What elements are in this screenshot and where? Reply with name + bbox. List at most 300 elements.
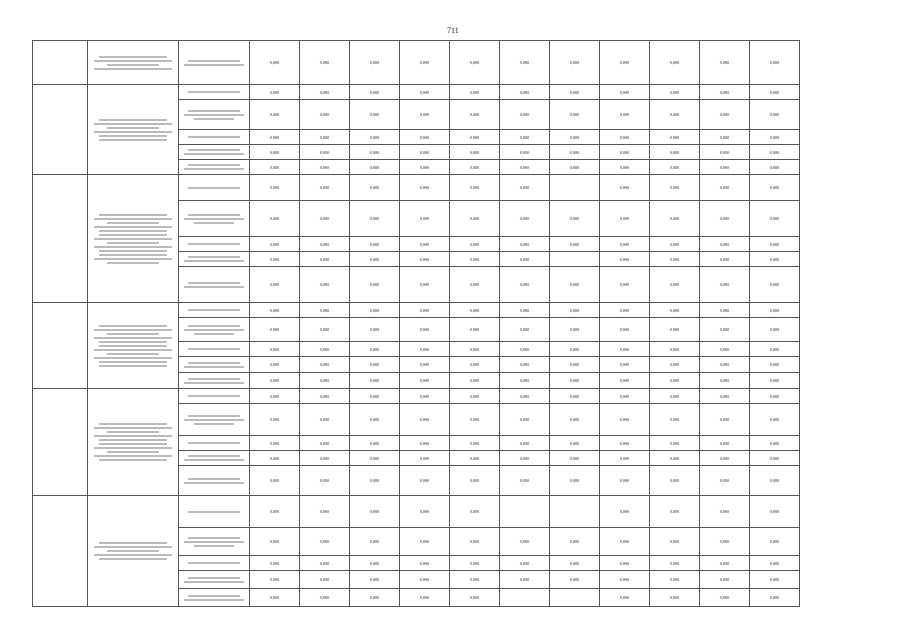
- amount-cell: 0,000: [600, 342, 650, 357]
- amount-cell: 0,000: [500, 252, 550, 267]
- illegible-text-line: [99, 325, 168, 327]
- amount-cell: 0,000: [750, 436, 800, 451]
- amount-cell: 0,000: [400, 451, 450, 466]
- amount-cell: 0,000: [350, 436, 400, 451]
- amount-cell: 0,000: [650, 318, 700, 342]
- amount-cell: 0,000: [750, 130, 800, 145]
- amount-cell: 0,000: [250, 145, 300, 160]
- amount-cell: 0,000: [650, 571, 700, 589]
- amount-cell: 0,000: [250, 318, 300, 342]
- amount-cell: 0,000: [550, 303, 600, 318]
- illegible-text-line: [107, 64, 159, 66]
- amount-cell: 0,000: [500, 201, 550, 237]
- funding-source-cell: [179, 100, 250, 130]
- amount-cell: 0,000: [650, 556, 700, 571]
- amount-cell: 0,000: [350, 556, 400, 571]
- amount-cell: 0,000: [700, 466, 750, 496]
- amount-cell: 0,000: [750, 85, 800, 100]
- amount-cell: 0,000: [550, 267, 600, 303]
- amount-cell: 0,000: [750, 496, 800, 528]
- amount-cell: 0,000: [500, 145, 550, 160]
- illegible-text-line: [107, 451, 159, 453]
- illegible-text-line: [184, 260, 243, 262]
- amount-cell: 0,000: [600, 451, 650, 466]
- funding-source-cell: [179, 466, 250, 496]
- amount-cell: 0,000: [750, 267, 800, 303]
- illegible-text-line: [188, 478, 241, 480]
- amount-cell: 0,000: [750, 252, 800, 267]
- amount-cell: 0,000: [650, 237, 700, 252]
- amount-cell: 0,000: [600, 237, 650, 252]
- amount-cell: 0,000: [450, 267, 500, 303]
- illegible-text-line: [107, 353, 159, 355]
- amount-cell: 0,000: [500, 303, 550, 318]
- amount-cell: 0,000: [750, 342, 800, 357]
- funding-source-cell: [179, 252, 250, 267]
- amount-cell: 0,000: [750, 175, 800, 201]
- amount-cell: 0,000: [650, 267, 700, 303]
- amount-cell: 0,000: [650, 528, 700, 556]
- illegible-text-line: [184, 329, 243, 331]
- amount-cell: 0,000: [450, 145, 500, 160]
- activity-name-cell: [33, 175, 88, 303]
- amount-cell: 0,000: [400, 318, 450, 342]
- amount-cell: 0,000: [350, 85, 400, 100]
- amount-cell: 0,000: [700, 357, 750, 373]
- amount-cell: 0,000: [500, 556, 550, 571]
- illegible-text-line: [194, 333, 234, 335]
- table-row: [33, 496, 800, 528]
- funding-source-cell: [179, 496, 250, 528]
- amount-cell: 0,000: [450, 373, 500, 389]
- amount-cell: 0,000: [450, 160, 500, 175]
- illegible-text-line: [107, 550, 159, 552]
- amount-cell: 0,000: [250, 466, 300, 496]
- amount-cell: 0,000: [650, 85, 700, 100]
- amount-cell: 0,000: [450, 85, 500, 100]
- illegible-text-line: [94, 226, 171, 228]
- amount-cell: 0,000: [550, 130, 600, 145]
- illegible-text-line: [99, 119, 168, 121]
- illegible-text-line: [188, 395, 241, 397]
- illegible-text-line: [99, 56, 168, 58]
- illegible-text-line: [188, 164, 241, 166]
- amount-cell: 0,000: [650, 496, 700, 528]
- funding-source-cell: [179, 175, 250, 201]
- illegible-text-line: [107, 262, 159, 264]
- amount-cell: 0,000: [550, 318, 600, 342]
- amount-cell: 0,000: [600, 528, 650, 556]
- amount-cell: 0,000: [350, 160, 400, 175]
- amount-cell: 0,000: [700, 267, 750, 303]
- amount-cell: 0,000: [250, 201, 300, 237]
- amount-cell: 0,000: [650, 342, 700, 357]
- amount-cell: 0,000: [500, 373, 550, 389]
- amount-cell: 0,000: [500, 436, 550, 451]
- amount-cell: 0,000: [650, 201, 700, 237]
- amount-cell: 0,000: [300, 357, 350, 373]
- illegible-text-line: [94, 131, 171, 133]
- amount-cell: 0,000: [700, 201, 750, 237]
- amount-cell: 0,000: [750, 571, 800, 589]
- amount-cell: 0,000: [600, 201, 650, 237]
- funding-source-cell: [179, 571, 250, 589]
- illegible-text-line: [99, 439, 168, 441]
- amount-cell: 0,000: [400, 589, 450, 607]
- amount-cell: 0,000: [750, 303, 800, 318]
- illegible-text-line: [188, 362, 241, 364]
- activity-description-cell: [88, 389, 179, 496]
- amount-cell: [550, 252, 600, 267]
- amount-cell: 0,000: [700, 175, 750, 201]
- table-row: [33, 303, 800, 318]
- amount-cell: 0,000: [750, 357, 800, 373]
- amount-cell: 0,000: [700, 252, 750, 267]
- amount-cell: 0,000: [550, 237, 600, 252]
- amount-cell: 0,000: [250, 389, 300, 404]
- amount-cell: 0,000: [550, 85, 600, 100]
- amount-cell: 0,000: [300, 571, 350, 589]
- illegible-text-line: [194, 545, 234, 547]
- amount-cell: 0,000: [600, 373, 650, 389]
- amount-cell: 0,000: [700, 528, 750, 556]
- amount-cell: 0,000: [300, 85, 350, 100]
- illegible-text-line: [99, 459, 168, 461]
- funding-source-cell: [179, 201, 250, 237]
- amount-cell: 0,000: [400, 496, 450, 528]
- amount-cell: 0,000: [550, 571, 600, 589]
- amount-cell: 0,000: [450, 252, 500, 267]
- illegible-text-line: [184, 382, 243, 384]
- amount-cell: 0,000: [450, 303, 500, 318]
- activity-name-cell: [33, 303, 88, 389]
- illegible-text-line: [94, 60, 171, 62]
- activity-name-cell: [33, 389, 88, 496]
- amount-cell: 0,000: [250, 342, 300, 357]
- amount-cell: 0,000: [250, 303, 300, 318]
- amount-cell: 0,000: [650, 466, 700, 496]
- amount-cell: 0,000: [350, 466, 400, 496]
- amount-cell: 0,000: [350, 41, 400, 85]
- amount-cell: 0,000: [550, 556, 600, 571]
- amount-cell: 0,000: [500, 237, 550, 252]
- amount-cell: 0,000: [450, 528, 500, 556]
- amount-cell: 0,000: [500, 175, 550, 201]
- illegible-text-line: [188, 256, 241, 258]
- amount-cell: 0,000: [600, 436, 650, 451]
- amount-cell: 0,000: [450, 357, 500, 373]
- amount-cell: 0,000: [450, 436, 500, 451]
- illegible-text-line: [188, 309, 241, 311]
- amount-cell: 0,000: [450, 404, 500, 436]
- amount-cell: 0,000: [400, 436, 450, 451]
- amount-cell: 0,000: [700, 100, 750, 130]
- amount-cell: 0,000: [750, 318, 800, 342]
- amount-cell: 0,000: [600, 130, 650, 145]
- amount-cell: [500, 496, 550, 528]
- funding-source-cell: [179, 130, 250, 145]
- amount-cell: 0,000: [300, 145, 350, 160]
- amount-cell: 0,000: [300, 130, 350, 145]
- funding-source-cell: [179, 160, 250, 175]
- amount-cell: 0,000: [700, 130, 750, 145]
- amount-cell: 0,000: [250, 571, 300, 589]
- amount-cell: 0,000: [300, 342, 350, 357]
- illegible-text-line: [107, 431, 159, 433]
- amount-cell: 0,000: [300, 160, 350, 175]
- illegible-text-line: [94, 218, 171, 220]
- amount-cell: 0,000: [250, 175, 300, 201]
- amount-cell: 0,000: [400, 252, 450, 267]
- illegible-text-line: [188, 136, 241, 138]
- amount-cell: 0,000: [250, 589, 300, 607]
- amount-cell: 0,000: [700, 589, 750, 607]
- funding-source-cell: [179, 357, 250, 373]
- amount-cell: 0,000: [400, 160, 450, 175]
- amount-cell: 0,000: [350, 404, 400, 436]
- amount-cell: 0,000: [500, 528, 550, 556]
- amount-cell: 0,000: [750, 528, 800, 556]
- budget-table: [32, 40, 800, 607]
- illegible-text-line: [184, 366, 243, 368]
- amount-cell: 0,000: [400, 303, 450, 318]
- amount-cell: 0,000: [700, 160, 750, 175]
- amount-cell: 0,000: [450, 175, 500, 201]
- illegible-text-line: [94, 455, 171, 457]
- amount-cell: 0,000: [250, 404, 300, 436]
- illegible-text-line: [184, 114, 243, 116]
- amount-cell: 0,000: [600, 496, 650, 528]
- table-row: [33, 85, 800, 100]
- amount-cell: 0,000: [300, 175, 350, 201]
- amount-cell: 0,000: [550, 41, 600, 85]
- illegible-text-line: [184, 153, 243, 155]
- amount-cell: 0,000: [550, 201, 600, 237]
- amount-cell: 0,000: [300, 436, 350, 451]
- amount-cell: 0,000: [300, 404, 350, 436]
- funding-source-cell: [179, 342, 250, 357]
- illegible-text-line: [99, 214, 168, 216]
- amount-cell: 0,000: [350, 342, 400, 357]
- amount-cell: 0,000: [700, 496, 750, 528]
- amount-cell: 0,000: [400, 342, 450, 357]
- illegible-text-line: [94, 447, 171, 449]
- amount-cell: 0,000: [750, 589, 800, 607]
- amount-cell: 0,000: [600, 466, 650, 496]
- amount-cell: 0,000: [650, 357, 700, 373]
- illegible-text-line: [184, 599, 243, 601]
- amount-cell: 0,000: [400, 201, 450, 237]
- amount-cell: 0,000: [300, 528, 350, 556]
- amount-cell: 0,000: [550, 373, 600, 389]
- illegible-text-line: [188, 243, 241, 245]
- amount-cell: 0,000: [400, 528, 450, 556]
- amount-cell: 0,000: [400, 571, 450, 589]
- illegible-text-line: [188, 60, 241, 62]
- amount-cell: [550, 589, 600, 607]
- amount-cell: 0,000: [750, 373, 800, 389]
- amount-cell: 0,000: [600, 303, 650, 318]
- amount-cell: 0,000: [500, 318, 550, 342]
- amount-cell: 0,000: [400, 373, 450, 389]
- amount-cell: 0,000: [250, 267, 300, 303]
- illegible-text-line: [188, 415, 241, 417]
- amount-cell: 0,000: [350, 373, 400, 389]
- illegible-text-line: [99, 365, 168, 367]
- illegible-text-line: [99, 341, 168, 343]
- activity-name-cell: [33, 85, 88, 175]
- budget-table-body: [33, 41, 800, 607]
- amount-cell: 0,000: [650, 373, 700, 389]
- amount-cell: 0,000: [250, 496, 300, 528]
- amount-cell: 0,000: [450, 41, 500, 85]
- amount-cell: 0,000: [500, 100, 550, 130]
- illegible-text-line: [107, 127, 159, 129]
- amount-cell: 0,000: [550, 404, 600, 436]
- amount-cell: 0,000: [550, 145, 600, 160]
- amount-cell: 0,000: [350, 496, 400, 528]
- illegible-text-line: [99, 135, 168, 137]
- illegible-text-line: [94, 68, 171, 70]
- illegible-text-line: [94, 357, 171, 359]
- amount-cell: 0,000: [500, 466, 550, 496]
- amount-cell: 0,000: [300, 100, 350, 130]
- amount-cell: 0,000: [350, 357, 400, 373]
- amount-cell: 0,000: [400, 130, 450, 145]
- amount-cell: 0,000: [700, 436, 750, 451]
- amount-cell: 0,000: [350, 318, 400, 342]
- amount-cell: 0,000: [350, 267, 400, 303]
- funding-source-cell: [179, 436, 250, 451]
- amount-cell: 0,000: [500, 41, 550, 85]
- amount-cell: [550, 175, 600, 201]
- illegible-text-line: [99, 250, 168, 252]
- amount-cell: 0,000: [350, 237, 400, 252]
- amount-cell: 0,000: [400, 100, 450, 130]
- amount-cell: 0,000: [600, 267, 650, 303]
- illegible-text-line: [184, 218, 243, 220]
- illegible-text-line: [188, 214, 241, 216]
- table-row: [33, 41, 800, 85]
- amount-cell: 0,000: [300, 252, 350, 267]
- amount-cell: 0,000: [300, 589, 350, 607]
- amount-cell: 0,000: [450, 237, 500, 252]
- illegible-text-line: [184, 419, 243, 421]
- illegible-text-line: [99, 230, 168, 232]
- illegible-text-line: [94, 337, 171, 339]
- table-row: [33, 175, 800, 201]
- page-number: 711: [447, 26, 459, 35]
- amount-cell: 0,000: [700, 318, 750, 342]
- illegible-text-line: [188, 110, 241, 112]
- amount-cell: 0,000: [750, 389, 800, 404]
- funding-source-cell: [179, 318, 250, 342]
- amount-cell: 0,000: [450, 389, 500, 404]
- amount-cell: 0,000: [750, 160, 800, 175]
- illegible-text-line: [188, 511, 241, 513]
- funding-source-cell: [179, 528, 250, 556]
- amount-cell: 0,000: [750, 100, 800, 130]
- amount-cell: 0,000: [400, 267, 450, 303]
- funding-source-cell: [179, 303, 250, 318]
- illegible-text-line: [188, 562, 241, 564]
- illegible-text-line: [107, 242, 159, 244]
- amount-cell: 0,000: [400, 41, 450, 85]
- illegible-text-line: [184, 286, 243, 288]
- amount-cell: 0,000: [350, 589, 400, 607]
- funding-source-cell: [179, 267, 250, 303]
- amount-cell: 0,000: [250, 528, 300, 556]
- amount-cell: 0,000: [600, 389, 650, 404]
- amount-cell: 0,000: [500, 130, 550, 145]
- amount-cell: 0,000: [650, 451, 700, 466]
- amount-cell: 0,000: [650, 145, 700, 160]
- amount-cell: 0,000: [300, 466, 350, 496]
- amount-cell: 0,000: [700, 451, 750, 466]
- illegible-text-line: [99, 254, 168, 256]
- amount-cell: 0,000: [450, 201, 500, 237]
- amount-cell: 0,000: [450, 342, 500, 357]
- amount-cell: 0,000: [400, 145, 450, 160]
- amount-cell: 0,000: [550, 466, 600, 496]
- amount-cell: 0,000: [500, 404, 550, 436]
- funding-source-cell: [179, 556, 250, 571]
- amount-cell: 0,000: [700, 373, 750, 389]
- funding-source-cell: [179, 451, 250, 466]
- amount-cell: 0,000: [650, 160, 700, 175]
- amount-cell: 0,000: [700, 389, 750, 404]
- illegible-text-line: [94, 246, 171, 248]
- funding-source-cell: [179, 41, 250, 85]
- amount-cell: 0,000: [450, 571, 500, 589]
- amount-cell: 0,000: [300, 389, 350, 404]
- amount-cell: 0,000: [450, 589, 500, 607]
- amount-cell: 0,000: [450, 466, 500, 496]
- illegible-text-line: [99, 423, 168, 425]
- amount-cell: 0,000: [450, 130, 500, 145]
- amount-cell: 0,000: [250, 100, 300, 130]
- amount-cell: 0,000: [550, 451, 600, 466]
- funding-source-cell: [179, 373, 250, 389]
- illegible-text-line: [99, 542, 168, 544]
- illegible-text-line: [99, 139, 168, 141]
- illegible-text-line: [184, 459, 243, 461]
- amount-cell: 0,000: [750, 451, 800, 466]
- amount-cell: 0,000: [250, 252, 300, 267]
- amount-cell: 0,000: [400, 466, 450, 496]
- amount-cell: 0,000: [300, 496, 350, 528]
- amount-cell: 0,000: [350, 201, 400, 237]
- amount-cell: 0,000: [350, 145, 400, 160]
- amount-cell: 0,000: [700, 303, 750, 318]
- amount-cell: 0,000: [650, 175, 700, 201]
- amount-cell: 0,000: [350, 528, 400, 556]
- illegible-text-line: [188, 348, 241, 350]
- illegible-text-line: [99, 558, 168, 560]
- amount-cell: 0,000: [550, 528, 600, 556]
- funding-source-cell: [179, 145, 250, 160]
- table-row: [33, 389, 800, 404]
- illegible-text-line: [94, 238, 171, 240]
- amount-cell: 0,000: [250, 556, 300, 571]
- amount-cell: 0,000: [400, 404, 450, 436]
- amount-cell: 0,000: [350, 252, 400, 267]
- amount-cell: 0,000: [250, 85, 300, 100]
- amount-cell: 0,000: [400, 85, 450, 100]
- illegible-text-line: [99, 443, 168, 445]
- illegible-text-line: [194, 118, 234, 120]
- amount-cell: 0,000: [600, 100, 650, 130]
